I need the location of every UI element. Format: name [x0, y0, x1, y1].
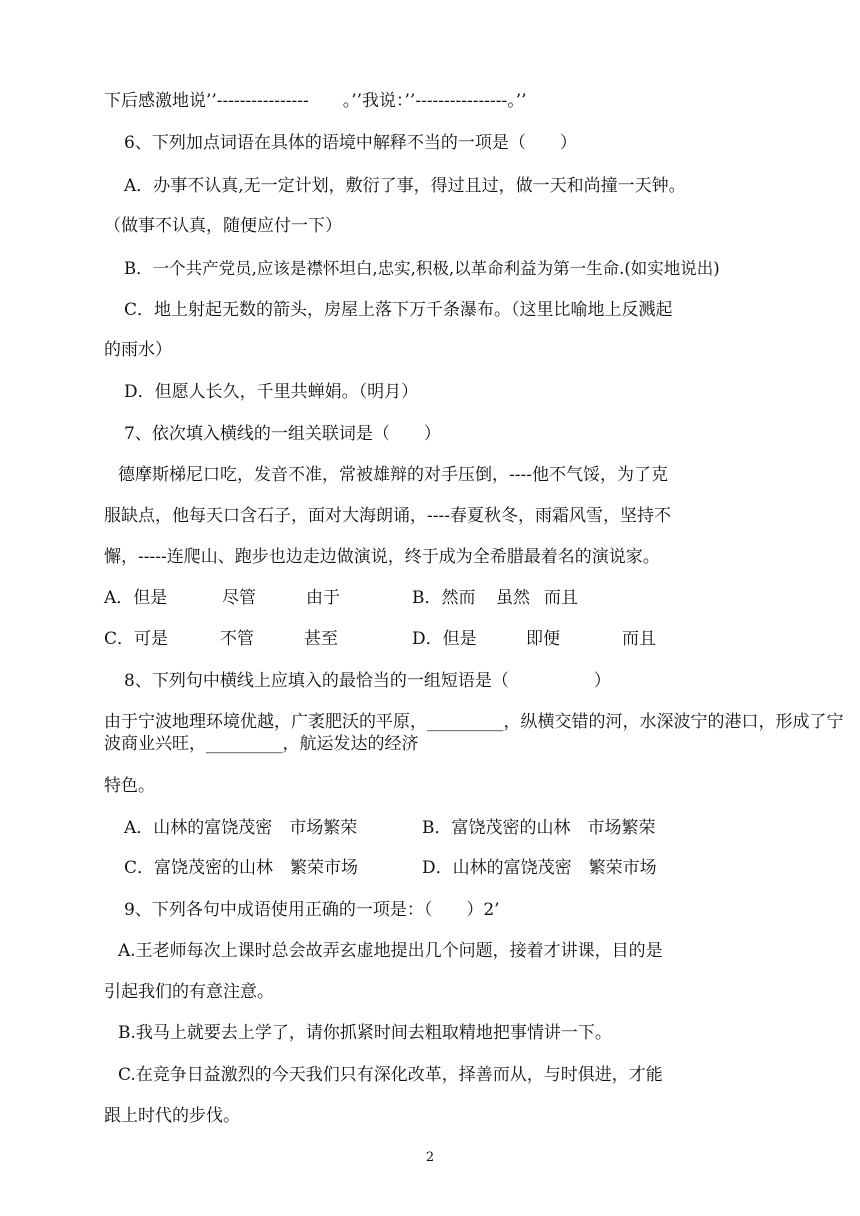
- question-8-option-d: D．山林的富饶茂密 繁荣市场: [422, 858, 657, 878]
- question-7-option-d-word2: 即便: [526, 629, 560, 649]
- question-9-option-c-cont: 跟上时代的步伐。: [104, 1106, 240, 1126]
- question-7-option-b-word2: 虽然: [496, 588, 530, 608]
- question-7-option-a-word3: 由于: [306, 588, 340, 608]
- question-6-option-a-note: （做事不认真，随便应付一下）: [104, 216, 342, 236]
- question-8-sentence-end: 特色。: [104, 776, 155, 796]
- question-7-option-b: B．然而: [412, 588, 476, 608]
- question-9-stem: 9、下列各句中成语使用正确的一项是：（ ）2’: [124, 900, 500, 920]
- question-6-option-c: C．地上射起无数的箭头，房屋上落下万千条瀑布。（这里比喻地上反溅起: [124, 300, 673, 320]
- question-7-option-c: C．可是: [104, 629, 169, 649]
- question-9-option-b: B.我马上就要去上学了，请你抓紧时间去粗取精地把事情讲一下。: [118, 1023, 612, 1043]
- question-6-option-b: B．一个共产党员,应该是襟怀坦白,忠实,积极,以革命利益为第一生命.(如实地说出): [124, 259, 720, 278]
- question-7-option-d: D．但是: [412, 629, 477, 649]
- question-7-option-b-word3: 而且: [544, 588, 578, 608]
- question-7-option-a: A．但是: [104, 588, 168, 608]
- question-8-sentence: 由于宁波地理环境优越，广袤肥沃的平原，_________，纵横交错的河，水深波宁的港口，形成了宁波商业兴旺，_________，航运发达的经济: [104, 712, 844, 754]
- question-8-option-b: B．富饶茂密的山林 市场繁荣: [422, 818, 656, 838]
- question-7-stem: 7、依次填入横线的一组关联词是（ ）: [124, 424, 441, 444]
- question-7-option-d-word3: 而且: [622, 629, 656, 649]
- question-7-option-c-word3: 甚至: [304, 629, 338, 649]
- text-line: 下后感激地说’’---------------- 。’’我说：’’----------------。’’: [104, 91, 527, 111]
- question-8-option-a: A．山林的富饶茂密 市场繁荣: [124, 818, 358, 838]
- question-6-option-a: A．办事不认真,无一定计划，敷衍了事，得过且过，做一天和尚撞一天钟。: [124, 176, 686, 196]
- question-7-passage-line: 懈，-----连爬山、跑步也边走边做演说，终于成为全希腊最着名的演说家。: [104, 547, 660, 567]
- question-7-passage-line: 服缺点，他每天口含石子，面对大海朗诵，----春夏秋冬，雨霜风雪，坚持不: [104, 506, 671, 526]
- question-9-option-c: C.在竞争日益激烈的今天我们只有深化改革，择善而从，与时俱进，才能: [118, 1065, 663, 1085]
- question-6-stem: 6、下列加点词语在具体的语境中解释不当的一项是（ ）: [124, 133, 577, 153]
- page-number: 2: [425, 1150, 435, 1165]
- question-6-option-c-cont: 的雨水）: [104, 340, 172, 360]
- question-7-passage-line: 德摩斯梯尼口吃，发音不准，常被雄辩的对手压倒，----他不气馁，为了克: [118, 465, 668, 485]
- question-9-option-a: A.王老师每次上课时总会故弄玄虚地提出几个问题，接着才讲课，目的是: [118, 941, 663, 961]
- question-7-option-a-word2: 尽管: [222, 588, 256, 608]
- question-8-option-c: C．富饶茂密的山林 繁荣市场: [124, 858, 359, 878]
- question-8-stem: 8、下列句中横线上应填入的最恰当的一组短语是（ ）: [124, 671, 611, 691]
- question-7-option-c-word2: 不管: [220, 629, 254, 649]
- question-9-option-a-cont: 引起我们的有意注意。: [104, 982, 274, 1002]
- question-6-option-d: D．但愿人长久，千里共蝉娟。（明月）: [124, 382, 419, 402]
